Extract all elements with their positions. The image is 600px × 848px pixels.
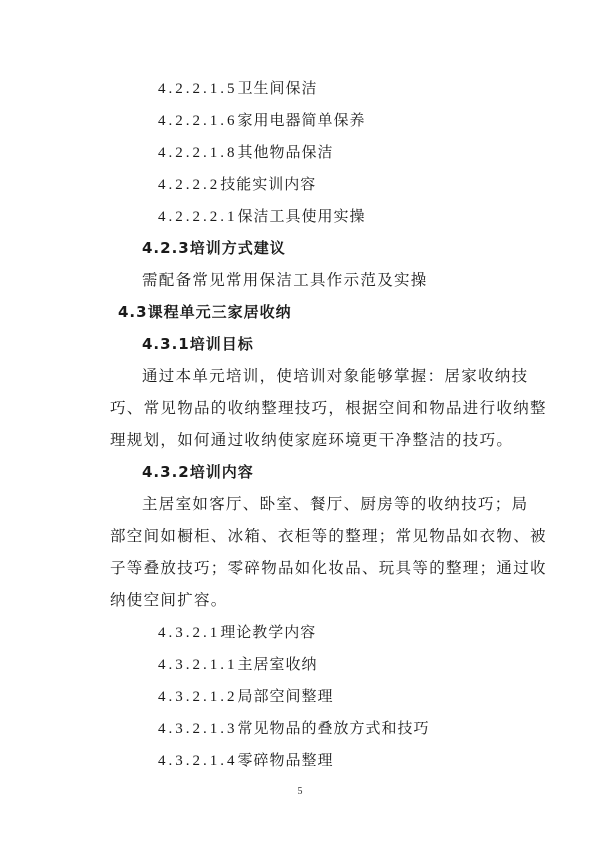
- heading-title: 课程单元三家居收纳: [147, 303, 292, 321]
- list-item: [158, 686, 334, 707]
- heading-number: 4.3.2: [142, 463, 190, 481]
- item-text: 其他物品保洁: [237, 143, 334, 161]
- item-text: 零碎物品整理: [237, 751, 334, 769]
- paragraph-line: 子等叠放技巧；零碎物品如化妆品、玩具等的整理；通过收: [110, 559, 547, 577]
- item-number: 4.2.2.2: [158, 177, 221, 193]
- heading-number: 4.2.3: [142, 239, 190, 257]
- paragraph-line: 巧、常见物品的收纳整理技巧，根据空间和物品进行收纳整: [110, 399, 547, 417]
- section-heading-4-3-2: [142, 462, 254, 482]
- item-text: 卫生间保洁: [237, 79, 318, 97]
- section-heading-4-3-1: [142, 334, 254, 354]
- section-heading-4-2-3: [142, 238, 286, 258]
- list-item: [158, 750, 334, 771]
- section-body-4-2-3: 需配备常见常用保洁工具作示范及实操: [142, 271, 428, 289]
- item-number: 4.2.2.1.6: [158, 113, 238, 129]
- unit-heading-4-3: [118, 302, 292, 322]
- paragraph-line: 通过本单元培训，使培训对象能够掌握：居家收纳技: [142, 367, 529, 385]
- item-text: 理论教学内容: [220, 623, 317, 641]
- page-number: 5: [297, 786, 303, 797]
- list-item: [158, 206, 366, 227]
- list-item: [158, 622, 316, 643]
- heading-number: 4.3.1: [142, 335, 190, 353]
- paragraph-line: 主居室如客厅、卧室、餐厅、厨房等的收纳技巧；局: [142, 495, 529, 513]
- item-number: 4.3.2.1: [158, 625, 221, 641]
- heading-title: 培训目标: [189, 335, 254, 353]
- item-text: 局部空间整理: [237, 687, 334, 705]
- paragraph-line: 纳使空间扩容。: [110, 591, 228, 609]
- list-item: [158, 174, 316, 195]
- item-text: 常见物品的叠放方式和技巧: [237, 719, 430, 737]
- list-item: [158, 110, 366, 131]
- item-number: 4.3.2.1.4: [158, 753, 238, 769]
- item-number: 4.2.2.2.1: [158, 209, 238, 225]
- item-text: 主居室收纳: [237, 655, 318, 673]
- item-number: 4.3.2.1.3: [158, 721, 238, 737]
- item-number: 4.3.2.1.2: [158, 689, 238, 705]
- list-item: [158, 654, 318, 675]
- paragraph-line: 部空间如橱柜、冰箱、衣柜等的整理；常见物品如衣物、被: [110, 527, 547, 545]
- list-item: [158, 718, 430, 739]
- list-item: [158, 142, 334, 163]
- heading-title: 培训内容: [189, 463, 254, 481]
- item-text: 技能实训内容: [220, 175, 317, 193]
- list-item: [158, 78, 318, 99]
- paragraph-line: 理规划，如何通过收纳使家庭环境更干净整洁的技巧。: [110, 431, 514, 449]
- item-number: 4.3.2.1.1: [158, 657, 238, 673]
- item-number: 4.2.2.1.5: [158, 81, 238, 97]
- heading-number: 4.3: [118, 303, 148, 321]
- item-number: 4.2.2.1.8: [158, 145, 238, 161]
- item-text: 保洁工具使用实操: [237, 207, 366, 225]
- heading-title: 培训方式建议: [189, 239, 286, 257]
- item-text: 家用电器简单保养: [237, 111, 366, 129]
